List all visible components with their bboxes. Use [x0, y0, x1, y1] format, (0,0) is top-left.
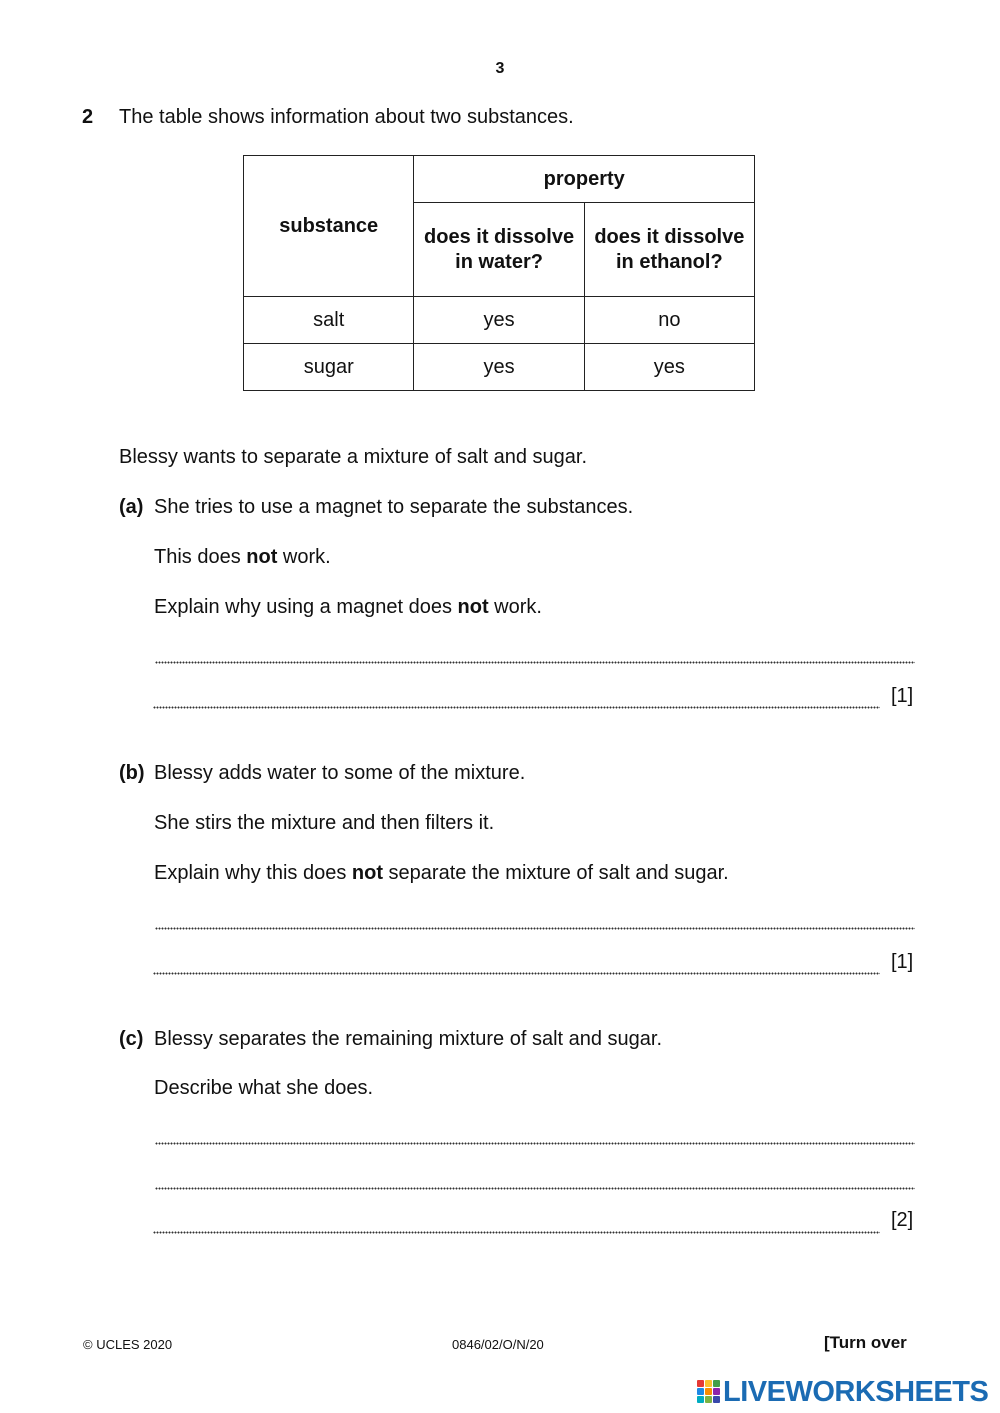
- logo-square: [705, 1380, 712, 1387]
- table-row: [244, 297, 755, 344]
- answer-line[interactable]: [155, 1142, 915, 1145]
- part-b-mark: [1]: [891, 951, 914, 973]
- part-b-line2: She stirs the mixture and then filters it.: [154, 812, 495, 834]
- logo-square: [705, 1396, 712, 1403]
- liveworksheets-grid-icon: [697, 1380, 721, 1404]
- question-stem: Blessy wants to separate a mixture of salt and sugar.: [119, 446, 588, 468]
- part-c-line1: Blessy separates the remaining mixture of salt and sugar.: [154, 1028, 663, 1050]
- part-a-line2: This does not work.: [154, 546, 331, 568]
- answer-line[interactable]: [155, 927, 915, 930]
- answer-line[interactable]: [153, 706, 880, 709]
- ethanol-cell: no: [584, 297, 754, 344]
- copyright: © UCLES 2020: [83, 1337, 173, 1352]
- question-number: 2: [82, 106, 94, 128]
- part-c-mark: [2]: [891, 1209, 914, 1231]
- logo-square: [705, 1388, 712, 1395]
- property-header: property: [414, 156, 755, 203]
- part-c-label: (c): [119, 1028, 144, 1050]
- ethanol-column-header: does it dissolve in ethanol?: [584, 203, 754, 297]
- logo-square: [697, 1396, 704, 1403]
- logo-square: [697, 1388, 704, 1395]
- substance-header: substance: [244, 156, 414, 297]
- logo-square: [713, 1380, 720, 1387]
- substance-cell: salt: [244, 297, 414, 344]
- question-intro: The table shows information about two substances.: [119, 106, 574, 128]
- liveworksheets-wordmark: LIVEWORKSHEETS: [723, 1375, 989, 1408]
- water-cell: yes: [414, 297, 584, 344]
- answer-line[interactable]: [155, 1187, 915, 1190]
- substance-cell: sugar: [244, 344, 414, 391]
- answer-line[interactable]: [155, 661, 915, 664]
- water-cell: yes: [414, 344, 584, 391]
- part-b-label: (b): [119, 762, 145, 784]
- paper-code: 0846/02/O/N/20: [452, 1337, 544, 1352]
- substances-table: [243, 155, 755, 391]
- page-number: 3: [495, 60, 505, 77]
- part-b-instruction: Explain why this does not separate the mixture of salt and sugar.: [154, 862, 729, 884]
- turn-over: [Turn over: [824, 1333, 907, 1352]
- part-a-label: (a): [119, 496, 144, 518]
- logo-square: [713, 1388, 720, 1395]
- part-c-instruction: Describe what she does.: [154, 1077, 374, 1099]
- part-b-line1: Blessy adds water to some of the mixture.: [154, 762, 526, 784]
- answer-line[interactable]: [153, 1231, 880, 1234]
- logo-square: [713, 1396, 720, 1403]
- ethanol-cell: yes: [584, 344, 754, 391]
- answer-line[interactable]: [153, 972, 880, 975]
- table-row: [244, 344, 755, 391]
- part-a-line1: She tries to use a magnet to separate the substances.: [154, 496, 634, 518]
- part-a-instruction: Explain why using a magnet does not work.: [154, 596, 542, 618]
- logo-square: [697, 1380, 704, 1387]
- water-column-header: does it dissolve in water?: [414, 203, 584, 297]
- part-a-mark: [1]: [891, 685, 914, 707]
- liveworksheets-logo: [697, 1377, 988, 1407]
